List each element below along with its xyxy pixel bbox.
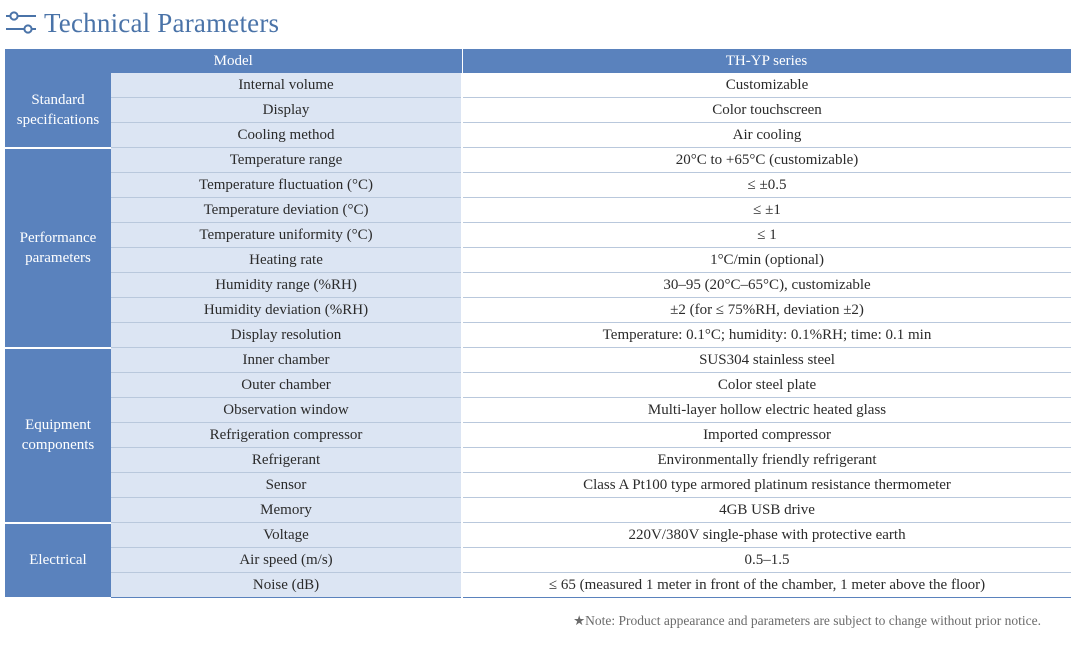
table-row	[5, 298, 1071, 323]
parameter-name: Refrigerant	[111, 448, 462, 473]
parameter-value: Air cooling	[462, 123, 1071, 148]
parameter-name: Memory	[111, 498, 462, 523]
parameter-name: Display resolution	[111, 323, 462, 348]
parameter-name: Inner chamber	[111, 348, 462, 373]
table-row	[5, 548, 1071, 573]
parameter-name: Temperature fluctuation (°C)	[111, 173, 462, 198]
parameter-value: 30–95 (20°C–65°C), customizable	[462, 273, 1071, 298]
table-row	[5, 273, 1071, 298]
parameter-value: Imported compressor	[462, 423, 1071, 448]
table-row	[5, 373, 1071, 398]
parameter-name: Temperature deviation (°C)	[111, 198, 462, 223]
parameter-value: Color touchscreen	[462, 98, 1071, 123]
footnote: ★Note: Product appearance and parameters are subject to change without prior notice.	[573, 613, 1041, 628]
parameter-name: Display	[111, 98, 462, 123]
table-row	[5, 448, 1071, 473]
table-body	[5, 73, 1071, 598]
category-cell: Electrical	[5, 523, 111, 598]
page-header	[4, 6, 279, 40]
parameter-value: 4GB USB drive	[462, 498, 1071, 523]
parameter-value: Color steel plate	[462, 373, 1071, 398]
table-row	[5, 98, 1071, 123]
parameter-name: Humidity deviation (%RH)	[111, 298, 462, 323]
table-row	[5, 523, 1071, 548]
table-row	[5, 173, 1071, 198]
parameter-name: Cooling method	[111, 123, 462, 148]
category-cell: Standard specifications	[5, 73, 111, 148]
parameter-value: 220V/380V single-phase with protective earth	[462, 523, 1071, 548]
parameter-value: 0.5–1.5	[462, 548, 1071, 573]
parameter-name: Sensor	[111, 473, 462, 498]
parameter-name: Noise (dB)	[111, 573, 462, 598]
parameter-name: Temperature uniformity (°C)	[111, 223, 462, 248]
parameter-value: 20°C to +65°C (customizable)	[462, 148, 1071, 173]
parameter-name: Heating rate	[111, 248, 462, 273]
table-row	[5, 223, 1071, 248]
parameter-name: Outer chamber	[111, 373, 462, 398]
table-row	[5, 148, 1071, 173]
category-cell: Performance parameters	[5, 148, 111, 348]
parameter-value: Class A Pt100 type armored platinum resistance thermometer	[462, 473, 1071, 498]
table-row	[5, 248, 1071, 273]
parameter-value: ≤ 65 (measured 1 meter in front of the chamber, 1 meter above the floor)	[462, 573, 1071, 598]
table-row	[5, 73, 1071, 98]
parameter-value: Temperature: 0.1°C; humidity: 0.1%RH; time: 0.1 min	[462, 323, 1071, 348]
parameter-name: Temperature range	[111, 148, 462, 173]
parameter-name: Observation window	[111, 398, 462, 423]
parameter-name: Refrigeration compressor	[111, 423, 462, 448]
table-row	[5, 323, 1071, 348]
table-row	[5, 573, 1071, 598]
category-cell: Equipment components	[5, 348, 111, 523]
table-row	[5, 498, 1071, 523]
page-title: Technical Parameters	[44, 7, 280, 38]
table-row	[5, 198, 1071, 223]
parameter-value: Customizable	[462, 73, 1071, 98]
sliders-icon	[4, 9, 38, 37]
table-row	[5, 473, 1071, 498]
column-header-series: TH-YP series	[462, 49, 1071, 73]
parameter-value: ≤ ±1	[462, 198, 1071, 223]
table-row	[5, 398, 1071, 423]
table-row	[5, 423, 1071, 448]
parameter-value: Multi-layer hollow electric heated glass	[462, 398, 1071, 423]
parameter-value: ≤ ±0.5	[462, 173, 1071, 198]
parameter-value: 1°C/min (optional)	[462, 248, 1071, 273]
parameter-name: Internal volume	[111, 73, 462, 98]
parameter-value: Environmentally friendly refrigerant	[462, 448, 1071, 473]
column-header-model: Model	[5, 49, 462, 73]
parameter-name: Humidity range (%RH)	[111, 273, 462, 298]
table-row	[5, 348, 1071, 373]
parameter-name: Air speed (m/s)	[111, 548, 462, 573]
parameter-name: Voltage	[111, 523, 462, 548]
parameter-value: ≤ 1	[462, 223, 1071, 248]
table-header-row	[5, 49, 1071, 73]
parameters-table	[5, 49, 1072, 599]
parameter-value: SUS304 stainless steel	[462, 348, 1071, 373]
table-row	[5, 123, 1071, 148]
parameter-value: ±2 (for ≤ 75%RH, deviation ±2)	[462, 298, 1071, 323]
